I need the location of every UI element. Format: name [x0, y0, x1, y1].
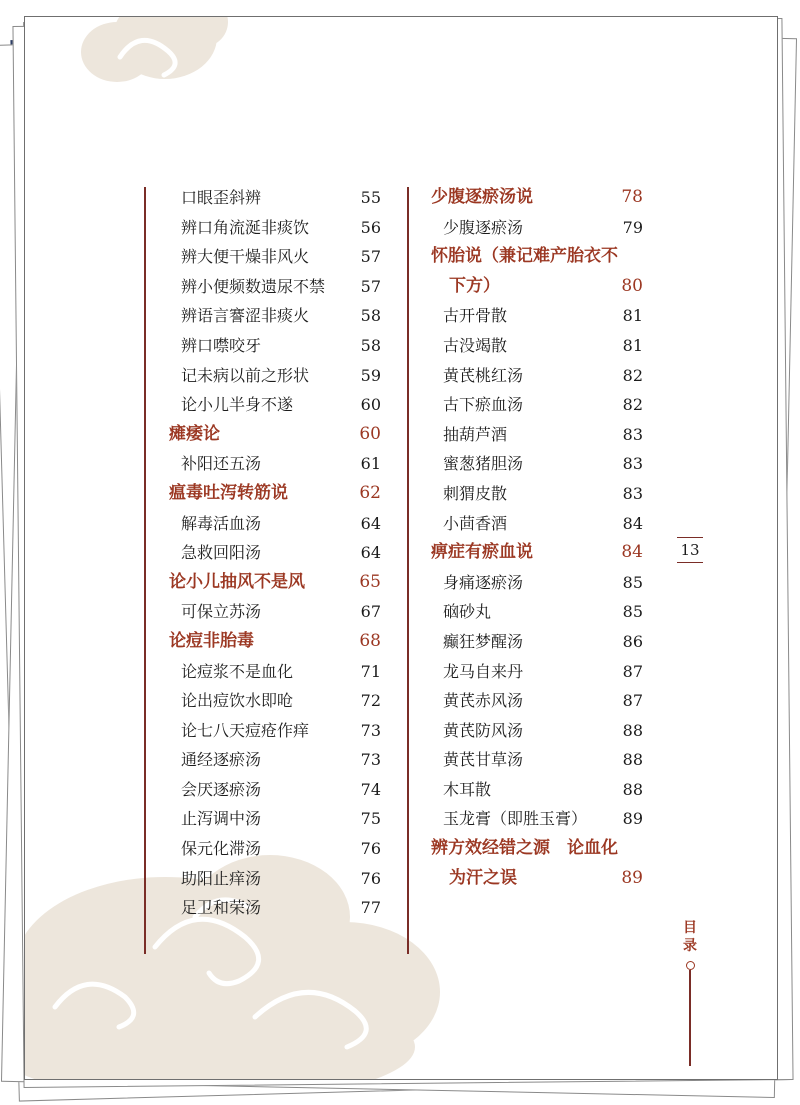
- toc-entry[interactable]: [169, 213, 381, 243]
- toc-entry-page: 56: [360, 217, 381, 237]
- toc-entry[interactable]: [431, 804, 643, 834]
- cloud-decoration: [25, 17, 777, 1079]
- toc-right-column: [431, 183, 643, 893]
- toc-entry-page: 86: [622, 631, 643, 651]
- toc-entry-page: 88: [622, 779, 643, 799]
- toc-entry-page: 58: [360, 306, 381, 326]
- toc-entry-page: 84: [621, 542, 643, 563]
- toc-entry[interactable]: [431, 775, 643, 805]
- toc-entry[interactable]: [169, 242, 381, 272]
- toc-entry-page: 62: [359, 482, 381, 503]
- toc-entry-page: 68: [359, 630, 381, 651]
- toc-entry-title: 为汗之误: [449, 867, 517, 888]
- toc-entry-title: 助阳止痒汤: [181, 868, 262, 888]
- toc-entry-page: 85: [622, 572, 643, 592]
- toc-entry[interactable]: [431, 242, 643, 272]
- toc-entry[interactable]: [169, 864, 381, 894]
- toc-entry-page: 57: [360, 247, 381, 267]
- toc-page: [24, 16, 778, 1080]
- toc-entry[interactable]: [431, 568, 643, 598]
- toc-entry[interactable]: [169, 775, 381, 805]
- toc-entry-title: 论七八天痘疮作痒: [181, 720, 310, 740]
- toc-entry-title: 怀胎说（兼记难产胎衣不: [431, 246, 618, 267]
- toc-entry[interactable]: [169, 686, 381, 716]
- toc-entry[interactable]: [169, 597, 381, 627]
- toc-entry-title: 论痘浆不是血化: [181, 661, 294, 681]
- section-mark-dot: [686, 961, 695, 970]
- toc-entry[interactable]: [431, 361, 643, 391]
- toc-entry-title: 口眼歪斜辨: [181, 188, 262, 207]
- toc-entry[interactable]: [431, 331, 643, 361]
- toc-entry-page: 64: [360, 543, 381, 563]
- toc-entry-page: 64: [360, 513, 381, 533]
- toc-entry-page: 57: [360, 276, 381, 296]
- toc-entry[interactable]: [431, 627, 643, 657]
- toc-entry-title: 急救回阳汤: [181, 543, 262, 563]
- toc-entry-page: 87: [622, 661, 643, 681]
- toc-entry[interactable]: [169, 657, 381, 687]
- toc-entry-title: 会厌逐瘀汤: [181, 779, 262, 799]
- toc-entry[interactable]: [169, 420, 381, 450]
- toc-entry-page: 76: [360, 839, 381, 859]
- toc-entry-page: 79: [622, 217, 643, 237]
- toc-entry-title: 辨口角流涎非痰饮: [181, 217, 310, 237]
- toc-entry-title: 解毒活血汤: [181, 513, 262, 533]
- toc-entry-title: 瘟毒吐泻转筋说: [169, 482, 288, 503]
- toc-entry-title: 古没竭散: [443, 335, 508, 355]
- right-column-rule: [407, 187, 409, 954]
- section-mark-char: 录: [683, 938, 697, 954]
- toc-entry[interactable]: [169, 331, 381, 361]
- toc-entry-page: 55: [360, 188, 381, 207]
- toc-entry-page: 60: [359, 423, 381, 444]
- toc-entry-title: 辨大便干燥非风火: [181, 247, 310, 267]
- toc-entry[interactable]: [169, 509, 381, 539]
- toc-entry[interactable]: [169, 272, 381, 302]
- toc-entry[interactable]: [169, 568, 381, 598]
- toc-entry-title: 少腹逐瘀汤说: [431, 187, 533, 207]
- toc-entry-page: 59: [360, 365, 381, 385]
- toc-entry-title: 黄芪甘草汤: [443, 750, 524, 770]
- toc-entry[interactable]: [431, 449, 643, 479]
- toc-entry[interactable]: [169, 390, 381, 420]
- toc-entry[interactable]: [431, 420, 643, 450]
- toc-entry-page: 85: [622, 602, 643, 622]
- toc-entry-page: 73: [360, 720, 381, 740]
- toc-entry-title: 辨语言謇涩非痰火: [181, 306, 310, 326]
- toc-entry-title: 龙马自来丹: [443, 661, 524, 681]
- toc-entry[interactable]: [169, 183, 381, 213]
- toc-entry-title: 可保立苏汤: [181, 602, 262, 622]
- toc-entry[interactable]: [431, 745, 643, 775]
- toc-entry-page: 77: [360, 898, 381, 918]
- toc-entry[interactable]: [431, 834, 643, 864]
- section-mark-char: 目: [683, 920, 697, 936]
- toc-entry-title: 辨方效经错之源 论血化: [431, 838, 618, 859]
- toc-entry-title: 小茴香酒: [443, 513, 508, 533]
- toc-entry[interactable]: [431, 509, 643, 539]
- toc-entry[interactable]: [169, 301, 381, 331]
- toc-entry-title: 补阳还五汤: [181, 454, 262, 474]
- toc-entry-page: 83: [622, 424, 643, 444]
- toc-left-column: [169, 183, 381, 923]
- toc-entry-title: 论痘非胎毒: [169, 630, 254, 651]
- toc-entry-title: 癫狂梦醒汤: [443, 631, 524, 651]
- section-mark-line: [689, 970, 691, 1066]
- toc-entry[interactable]: [169, 834, 381, 864]
- toc-entry[interactable]: [169, 893, 381, 923]
- toc-entry[interactable]: [169, 804, 381, 834]
- toc-entry-title: 痹症有瘀血说: [431, 542, 533, 563]
- toc-entry-page: 89: [621, 867, 643, 888]
- toc-entry-page: 82: [622, 395, 643, 415]
- toc-entry-title: 刺猬皮散: [443, 483, 508, 503]
- toc-entry-page: 89: [622, 809, 643, 829]
- toc-entry-page: 61: [360, 454, 381, 474]
- page-number: 13: [680, 541, 700, 559]
- toc-entry-page: 58: [360, 335, 381, 355]
- section-mark: [675, 919, 705, 1066]
- toc-entry[interactable]: [169, 745, 381, 775]
- toc-entry[interactable]: [431, 272, 643, 302]
- toc-entry[interactable]: [431, 864, 643, 894]
- toc-entry-title: 止泻调中汤: [181, 809, 262, 829]
- toc-entry-title: 古下瘀血汤: [443, 395, 524, 415]
- toc-entry[interactable]: [169, 361, 381, 391]
- toc-entry-page: 81: [622, 335, 643, 355]
- toc-entry[interactable]: [431, 597, 643, 627]
- toc-entry-title: 足卫和荣汤: [181, 898, 262, 918]
- left-column-rule: [144, 187, 146, 954]
- toc-entry-page: 73: [360, 750, 381, 770]
- toc-entry-title: 论出痘饮水即呛: [181, 691, 294, 711]
- toc-entry-page: 71: [360, 661, 381, 681]
- toc-entry-page: 81: [622, 306, 643, 326]
- toc-entry-page: 74: [360, 779, 381, 799]
- toc-entry[interactable]: [169, 479, 381, 509]
- toc-entry[interactable]: [169, 538, 381, 568]
- toc-entry-title: 记未病以前之形状: [181, 365, 310, 385]
- toc-entry-title: 辨小便频数遗尿不禁: [181, 276, 326, 296]
- toc-entry-title: 蜜葱猪胆汤: [443, 454, 524, 474]
- toc-entry[interactable]: [431, 301, 643, 331]
- toc-entry[interactable]: [169, 716, 381, 746]
- page-folio: [677, 537, 703, 563]
- toc-entry-title: 玉龙膏（即胜玉膏）: [443, 809, 588, 829]
- toc-entry-title: 少腹逐瘀汤: [443, 217, 524, 237]
- toc-entry[interactable]: [431, 213, 643, 243]
- toc-entry[interactable]: [169, 627, 381, 657]
- toc-entry[interactable]: [169, 449, 381, 479]
- toc-entry-page: 72: [360, 691, 381, 711]
- toc-entry[interactable]: [431, 183, 643, 213]
- toc-entry-title: 木耳散: [443, 779, 492, 799]
- toc-entry-title: 黄芪赤风汤: [443, 691, 524, 711]
- toc-entry-page: 65: [359, 571, 381, 592]
- toc-entry[interactable]: [431, 390, 643, 420]
- toc-entry-page: 88: [622, 750, 643, 770]
- toc-entry-page: 83: [622, 454, 643, 474]
- toc-entry-title: 辨口噤咬牙: [181, 335, 262, 355]
- toc-entry-page: 88: [622, 720, 643, 740]
- toc-entry-page: 83: [622, 483, 643, 503]
- toc-entry-page: 60: [360, 395, 381, 415]
- toc-entry[interactable]: [431, 686, 643, 716]
- toc-entry-page: 80: [621, 275, 643, 296]
- toc-entry-title: 下方）: [449, 275, 500, 296]
- toc-entry-page: 84: [622, 513, 643, 533]
- toc-entry-title: 抽葫芦酒: [443, 424, 508, 444]
- toc-entry-title: 黄芪桃红汤: [443, 365, 524, 385]
- toc-entry-title: 身痛逐瘀汤: [443, 572, 524, 592]
- toc-entry[interactable]: [431, 657, 643, 687]
- toc-entry-title: 通经逐瘀汤: [181, 750, 262, 770]
- toc-entry-page: 76: [360, 868, 381, 888]
- toc-entry-title: 论小儿抽风不是风: [169, 571, 305, 592]
- toc-entry-title: 硇砂丸: [443, 602, 492, 622]
- toc-entry-title: 黄芪防风汤: [443, 720, 524, 740]
- toc-entry-page: 78: [621, 187, 643, 207]
- toc-entry-title: 论小儿半身不遂: [181, 395, 294, 415]
- toc-entry-page: 75: [360, 809, 381, 829]
- toc-entry[interactable]: [431, 479, 643, 509]
- toc-entry-title: 古开骨散: [443, 306, 508, 326]
- toc-entry[interactable]: [431, 716, 643, 746]
- toc-entry-title: 保元化滞汤: [181, 839, 262, 859]
- toc-entry-page: 87: [622, 691, 643, 711]
- toc-entry[interactable]: [431, 538, 643, 568]
- toc-entry-page: 82: [622, 365, 643, 385]
- toc-entry-page: 67: [360, 602, 381, 622]
- toc-entry-title: 瘫痿论: [169, 423, 220, 444]
